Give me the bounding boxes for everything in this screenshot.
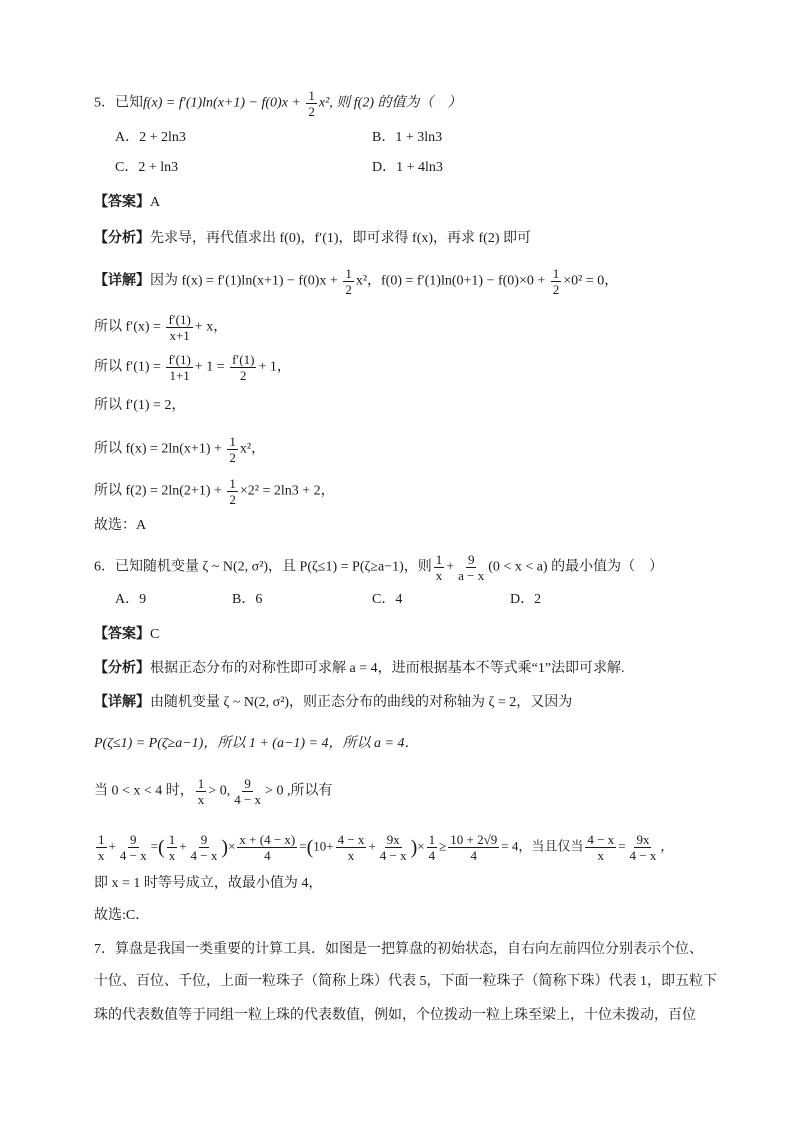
- q6-stem: 6．已知随机变量 ζ ~ N(2, σ²)，且 P(ζ≤1) = P(ζ≥a−1)，则 $\frac{1}{x}$ + $\frac{9}{a - x}$ (0 < x < a) 的最小值为（ ）: [94, 552, 664, 583]
- q6-detail-3: 当 0 < x < 4 时， $\frac{1}{x}$ > 0, $\frac{9}{4 - x}$ > 0 ,所以有: [94, 776, 333, 807]
- q6-option-c[interactable]: C．4: [372, 592, 403, 607]
- q5-answer: 【答案】A: [94, 194, 161, 210]
- q5-stem: 5．已知f(x) = f′(1)ln(x+1) − f(0)x + $\frac{1}{2}$ x², 则 f(2) 的值为（ ）: [94, 88, 462, 119]
- q5-option-c[interactable]: C．2 + ln3: [115, 160, 179, 175]
- q5-option-d[interactable]: D．1 + 4ln3: [372, 160, 443, 175]
- q6-detail-2: P(ζ≤1) = P(ζ≥a−1)，所以 1 + (a−1) = 4，所以 a = 4．: [94, 736, 419, 751]
- q5-option-b[interactable]: B．1 + 3ln3: [372, 130, 443, 145]
- q6-detail-1: 【详解】由随机变量 ζ ~ N(2, σ²)，则正态分布的曲线的对称轴为 ζ = 2，又因为: [94, 694, 573, 710]
- q6-option-b[interactable]: B．6: [232, 592, 263, 607]
- q5-choose: 故选：A: [94, 518, 147, 533]
- q6-choose: 故选:C．: [94, 908, 150, 923]
- q7-line-2: 十位、百位、千位，上面一粒珠子（简称上珠）代表 5，下面一粒珠子（简称下珠）代表 1，即五粒下: [94, 974, 717, 989]
- q7-line-1: 7．算盘是我国一类重要的计算工具．如图是一把算盘的初始状态，自右向左前四位分别表示个位、: [94, 942, 703, 957]
- q6-inequality: $\frac{1}{x}$ + $\frac{9}{4 - x}$ =( $\frac{1}{x}$ + $\frac{9}{4 - x}$ )× $\frac{x + (4 - x)}{4}$ =(10+ $\frac{4 - x}{x}$ + $\frac{9x}{4 - x}$ )× $\frac{1}{4}$ ≥ $\frac{10 + 2√9}{4}$ = 4，当且仅当 $\frac{4 - x}{x}$ = $\frac{9x}{4 - x}$ ，: [98, 832, 674, 863]
- q5-detail-1: 【详解】因为 f(x) = f′(1)ln(x+1) − f(0)x + $\frac{1}{2}$ x²，f(0) = f′(1)ln(0+1) − f(0)×0 + $\frac{1}{2}$ ×0² = 0，: [94, 266, 619, 297]
- q6-option-a[interactable]: A．9: [115, 592, 147, 607]
- q5-option-a[interactable]: A．2 + 2ln3: [115, 130, 186, 145]
- q5-analysis: 【分析】先求导，再代值求出 f(0)，f′(1)，即可求得 f(x)，再求 f(2) 即可: [94, 230, 532, 246]
- q5-detail-6: 所以 f(2) = 2ln(2+1) + $\frac{1}{2}$ ×2² = 2ln3 + 2，: [94, 476, 335, 507]
- q5-detail-2: 所以 f′(x) = $\frac{f'(1)}{x+1}$ + x，: [94, 312, 228, 343]
- q6-answer: 【答案】C: [94, 626, 160, 642]
- q5-detail-5: 所以 f(x) = 2ln(x+1) + $\frac{1}{2}$ x²，: [94, 434, 266, 465]
- q5-detail-3: 所以 f′(1) = $\frac{f'(1)}{1+1}$ + 1 = $\frac{f'(1)}{2}$ + 1，: [94, 352, 291, 383]
- q5-detail-4: 所以 f′(1) = 2，: [94, 398, 186, 413]
- q6-equality: 即 x = 1 时等号成立，故最小值为 4，: [94, 876, 323, 891]
- q6-option-d[interactable]: D．2: [510, 592, 542, 607]
- q6-analysis: 【分析】根据正态分布的对称性即可求解 a = 4，进而根据基本不等式乘“1”法即可求解.: [94, 660, 625, 676]
- q7-line-3: 珠的代表数值等于同组一粒上珠的代表数值，例如，个位拨动一粒上珠至梁上，十位未拨动，百位: [94, 1008, 696, 1023]
